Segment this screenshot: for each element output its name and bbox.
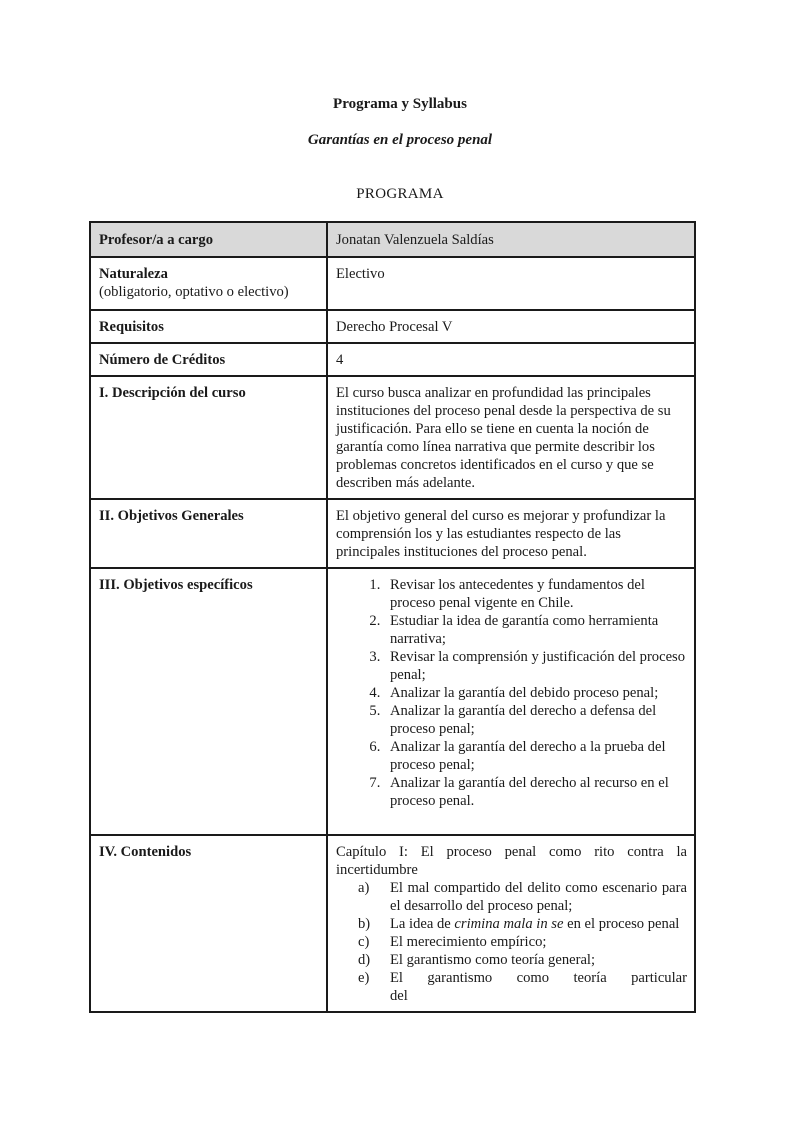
specific-objectives-cell [327, 568, 695, 835]
list-item: 7. Analizar la garantía del derecho al recurso en el proceso penal. [384, 774, 687, 810]
list-item: 2. Estudiar la idea de garantía como herramienta narrativa; [384, 612, 687, 648]
table-row-credits [90, 343, 695, 376]
table-row-contents [90, 835, 695, 1012]
nature-label: Naturaleza [99, 266, 168, 282]
professor-value: Jonatan Valenzuela Saldías [327, 222, 695, 257]
table-row-specific-objectives [90, 568, 695, 835]
list-marker: b) [358, 916, 371, 932]
contents-label: IV. Contenidos [90, 835, 327, 1012]
list-item [358, 879, 687, 915]
list-item-text: El mal compartido del delito como escenario para el desarrollo del proceso penal; [390, 880, 687, 914]
list-item: 3. Revisar la comprensión y justificación del proceso penal; [384, 648, 687, 684]
list-item: 1. Revisar los antecedentes y fundamentos del proceso penal vigente en Chile. [384, 576, 687, 612]
list-item [358, 969, 687, 1005]
table-row-description [90, 376, 695, 499]
specific-objectives-list [336, 576, 687, 810]
contents-list [336, 879, 687, 1005]
list-item-text: El garantismo como teoría general; [390, 952, 596, 968]
table-row-general-objectives [90, 499, 695, 568]
specific-objectives-label: III. Objetivos específicos [90, 568, 327, 835]
table-row-requirements [90, 310, 695, 343]
list-marker: a) [358, 880, 370, 896]
nature-sublabel: (obligatorio, optativo o electivo) [99, 284, 289, 300]
requirements-label: Requisitos [90, 310, 327, 343]
latin-term: crimina mala in se [454, 916, 564, 932]
section-heading: PROGRAMA [356, 186, 444, 202]
list-item [358, 951, 687, 969]
course-title: Garantías en el proceso penal [307, 132, 493, 148]
list-marker: e) [358, 970, 370, 986]
general-objectives-value: El objetivo general del curso es mejorar y profundizar la comprensión los y las estudiantes respecto de las principales instituciones del proceso penal. [327, 499, 695, 568]
professor-label: Profesor/a a cargo [90, 222, 327, 257]
description-value: El curso busca analizar en profundidad las principales instituciones del proceso penal desde la perspectiva de su justificación. Para ello se tiene en cuenta la noción de garantía como línea narrativa que permite describir los problemas concretos identificados en el curso y que se describen más adelante. [327, 376, 695, 499]
document-title: Programa y Syllabus [333, 96, 467, 112]
list-item-text: El merecimiento empírico; [390, 934, 547, 950]
program-table [89, 221, 696, 1013]
list-item-text: El garantismo como teoría particular del [390, 970, 687, 1004]
table-row-professor [90, 222, 695, 257]
credits-label: Número de Créditos [90, 343, 327, 376]
list-marker: c) [358, 934, 370, 950]
nature-value: Electivo [327, 257, 695, 310]
requirements-value: Derecho Procesal V [327, 310, 695, 343]
list-item: 6. Analizar la garantía del derecho a la prueba del proceso penal; [384, 738, 687, 774]
chapter-heading: Capítulo I: El proceso penal como rito contra la incertidumbre [336, 844, 687, 878]
description-label: I. Descripción del curso [90, 376, 327, 499]
list-item-text: en el proceso penal [563, 916, 680, 932]
contents-cell [327, 835, 695, 1012]
credits-value: 4 [327, 343, 695, 376]
list-item: 5. Analizar la garantía del derecho a defensa del proceso penal; [384, 702, 687, 738]
list-item [358, 915, 687, 933]
list-marker: d) [358, 952, 371, 968]
list-item-text: La idea de [390, 916, 455, 932]
list-item: 4. Analizar la garantía del debido proceso penal; [384, 684, 687, 702]
table-row-nature [90, 257, 695, 310]
nature-label-cell [90, 257, 327, 310]
general-objectives-label: II. Objetivos Generales [90, 499, 327, 568]
list-item [358, 933, 687, 951]
